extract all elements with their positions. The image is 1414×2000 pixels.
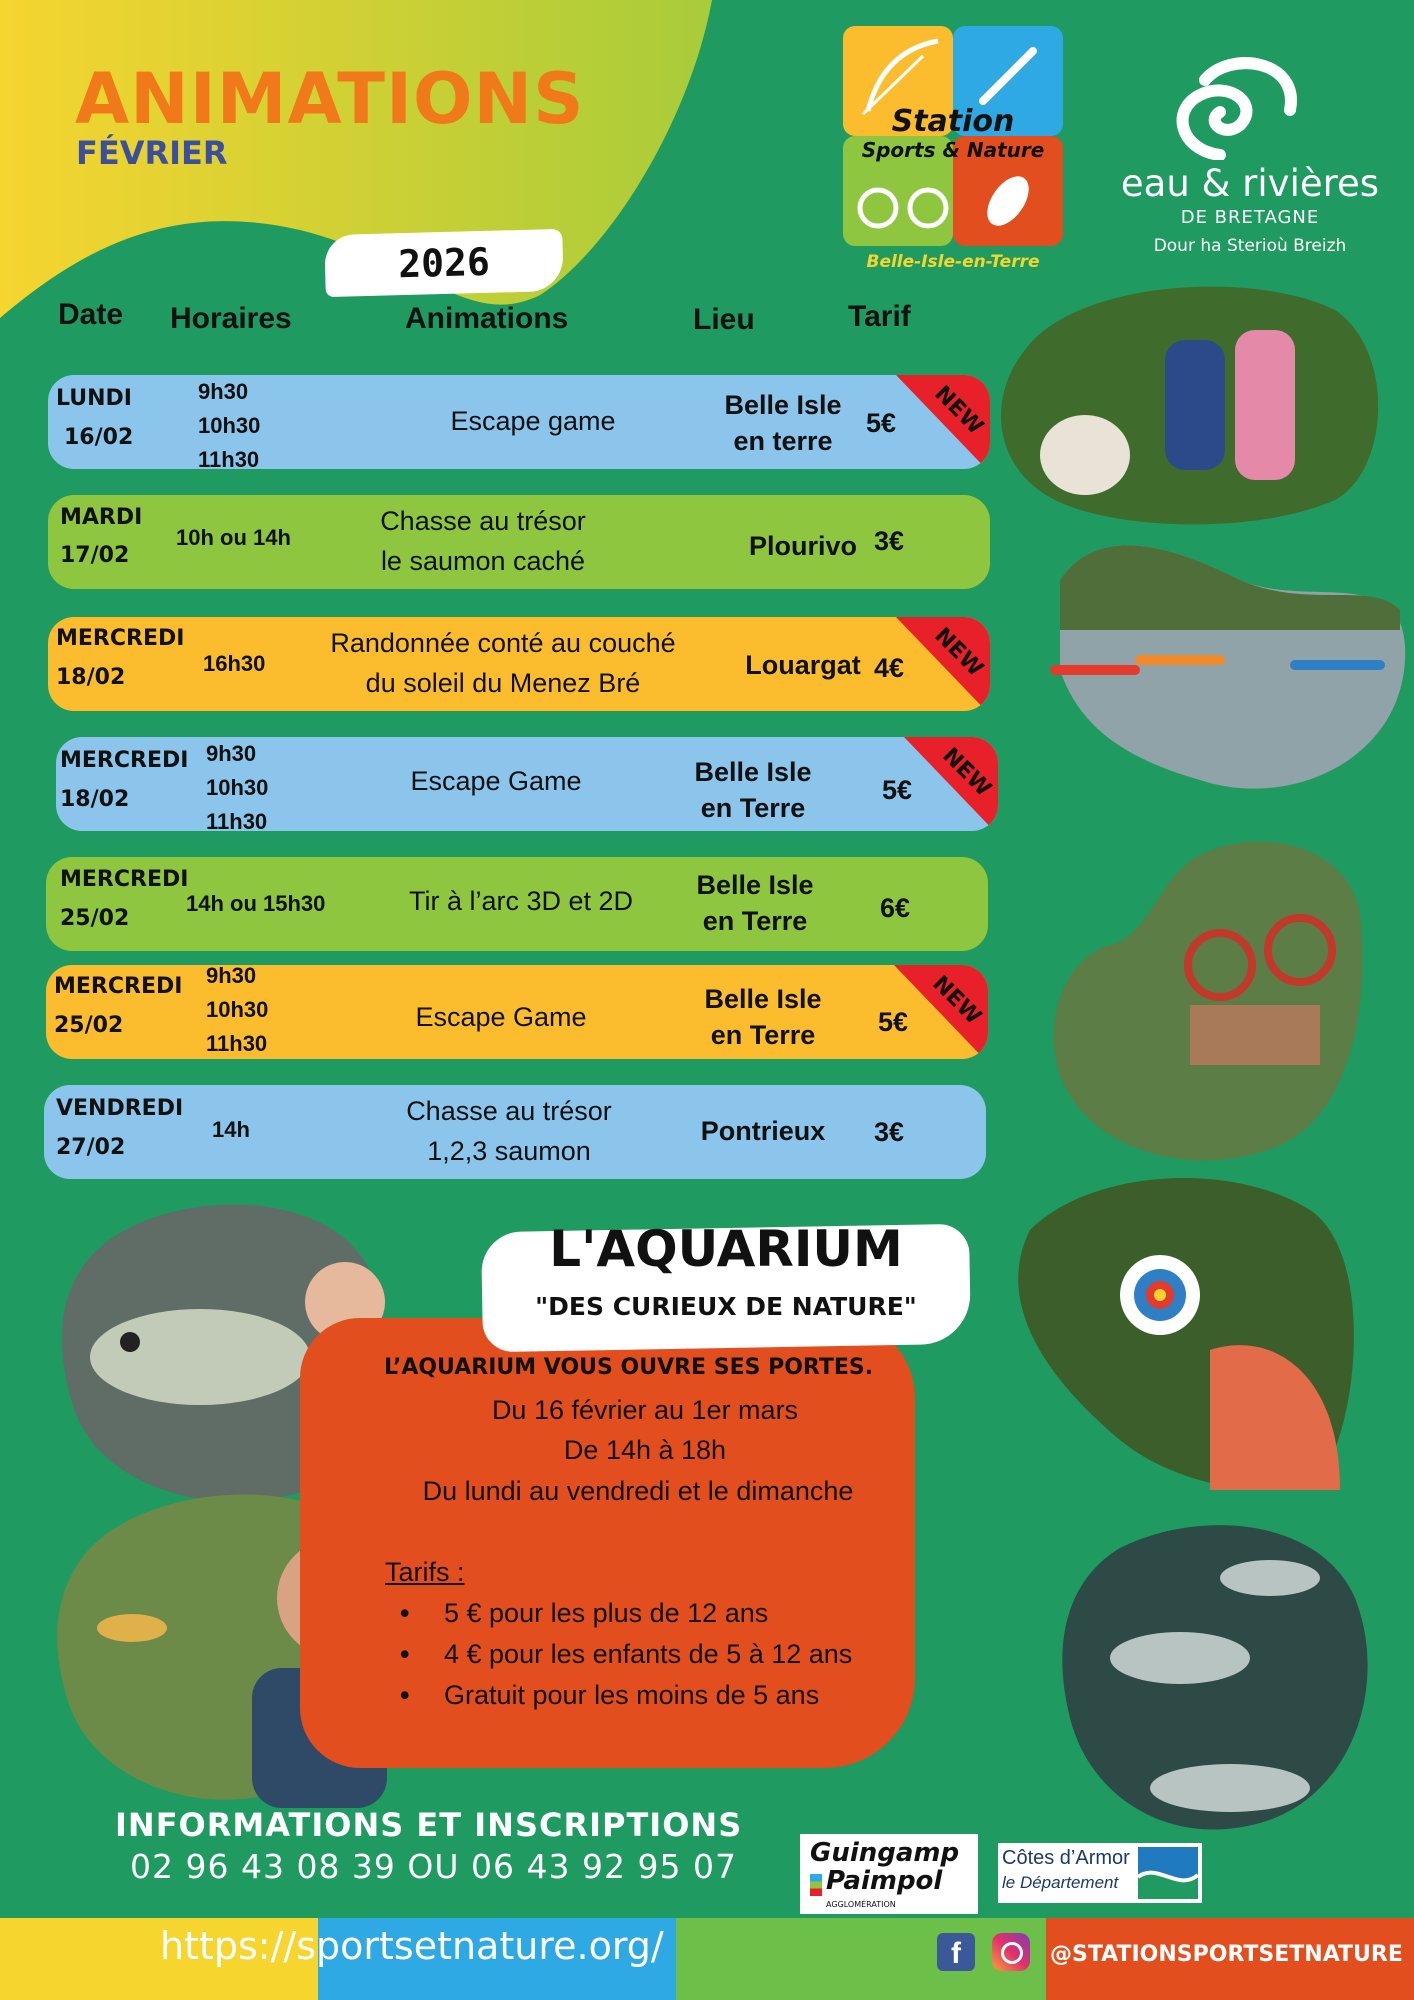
photo-fish-tank [1060,1518,1375,1833]
station-logo-place: Belle-Isle-en-Terre [866,252,1040,272]
facebook-icon[interactable]: f [937,1933,975,1971]
row-date: 16/02 [64,425,134,450]
table-row [44,1085,986,1179]
ca-logo-line1: Côtes d’Armor [1002,1847,1130,1869]
row-date: 18/02 [56,665,126,690]
row-day: MERCREDI [56,626,185,651]
row-place: Belle Isle [696,870,814,900]
row-hour: 11h30 [206,809,268,831]
partner-logo-line3: Dour ha Sterioù Breizh [1153,236,1347,256]
table-row [46,965,988,1059]
row-price: 6€ [880,893,911,923]
row-date: 27/02 [56,1135,126,1160]
row-day: MARDI [60,505,143,530]
row-animation: Escape Game [415,1002,587,1032]
row-day: LUNDI [56,386,132,411]
row-hour: 9h30 [206,965,257,988]
column-header-date: Date [58,298,124,331]
page-title: ANIMATIONS [75,58,585,140]
row-day: MERCREDI [60,748,189,773]
contact-phones: 02 96 43 08 39 OU 06 43 92 95 07 [130,1847,737,1886]
row-animation: Escape Game [410,766,582,796]
aquarium-title: L'AQUARIUM [549,1220,903,1278]
station-logo [843,26,1063,272]
tarif-item: 4 € pour les enfants de 5 à 12 ans [444,1639,853,1669]
new-badge-label: NEW [929,381,988,440]
partner-logo [1110,50,1390,260]
row-place: en Terre [702,906,808,936]
instagram-icon[interactable] [992,1933,1030,1971]
aquarium-dates: Du 16 février au 1er mars [491,1395,799,1425]
row-price: 5€ [866,408,897,438]
row-price: 5€ [882,775,913,805]
table-row [48,617,990,711]
row-date: 18/02 [60,787,130,812]
column-header-price: Tarif [848,300,911,333]
partner-logo-line2: DE BRETAGNE [1180,207,1320,228]
contact-heading: INFORMATIONS ET INSCRIPTIONS [115,1806,743,1844]
list-item: • 5 € pour les plus de 12 ans [400,1598,769,1628]
row-day: VENDREDI [56,1096,184,1121]
table-row [56,737,998,831]
year-label: 2026 [397,239,491,287]
row-animation: Chasse au trésor [380,506,586,536]
new-badge-label: NEW [937,743,996,802]
photo-archery [1010,1170,1370,1495]
website-link[interactable]: https://sportsetnature.org/ [160,1924,664,1968]
row-price: 5€ [878,1007,909,1037]
photo-children-dog [995,280,1390,530]
row-day: MERCREDI [54,974,183,999]
new-badge-label: NEW [929,623,988,682]
row-place: Belle Isle [694,757,812,787]
row-hour: 14h [212,1117,250,1142]
row-animation: Tir à l’arc 3D et 2D [408,886,634,916]
new-badge-label: NEW [927,971,986,1030]
row-hour: 16h30 [203,651,266,676]
row-place: en terre [733,426,833,456]
row-animation: 1,2,3 saumon [427,1136,591,1166]
row-price: 3€ [874,1117,905,1147]
table-row [48,495,990,589]
row-place: Pontrieux [700,1116,826,1146]
list-item: • 4 € pour les enfants de 5 à 12 ans [400,1639,853,1669]
partner-logo-line1: eau & rivières [1120,162,1380,205]
wave-icon [1110,50,1390,160]
row-price: 3€ [874,526,905,556]
row-day: MERCREDI [60,867,189,892]
row-hour: 9h30 [198,379,249,404]
row-hour: 14h ou 15h30 [186,891,326,916]
new-badge [896,617,990,711]
row-place: en Terre [710,1020,816,1050]
row-animation: du soleil du Menez Bré [365,668,641,698]
row-place: Louargat [745,650,861,680]
row-date: 25/02 [54,1013,124,1038]
page-subtitle: FÉVRIER [76,134,228,172]
row-place: Plourivo [748,531,857,561]
photo-bike [1050,835,1370,1165]
row-hour: 9h30 [206,741,257,766]
aquarium-hours: De 14h à 18h [563,1435,727,1465]
row-hour: 10h30 [206,775,269,800]
new-badge [904,737,998,831]
row-price: 4€ [874,653,905,683]
column-header-animations: Animations [405,302,569,335]
photo-kayaks [1040,520,1410,810]
row-animation: Escape game [450,406,616,436]
ca-logo-line2: le Département [1002,1873,1119,1892]
guingamp-paimpol-logo [800,1834,978,1914]
column-header-place: Lieu [693,303,755,336]
row-place: Belle Isle [724,390,842,420]
cotes-armor-emblem-icon [1138,1847,1198,1899]
gp-logo-bars [810,1874,822,1896]
aquarium-headline: L’AQUARIUM VOUS OUVRE SES PORTES. [384,1355,874,1380]
cotes-armor-logo [998,1843,1202,1903]
station-logo-line1: Station [891,104,1015,139]
aquarium-subtitle: "DES CURIEUX DE NATURE" [535,1292,917,1321]
aquarium-tarifs-label: Tarifs : [385,1557,465,1587]
row-place: en Terre [700,793,806,823]
row-date: 17/02 [60,543,130,568]
row-animation: Chasse au trésor [406,1096,612,1126]
row-place: Belle Isle [704,984,822,1014]
tarif-item: 5 € pour les plus de 12 ans [444,1598,769,1628]
tarif-item: Gratuit pour les moins de 5 ans [444,1680,820,1710]
table-row [48,375,990,469]
new-badge [894,965,988,1059]
row-date: 25/02 [60,906,130,931]
gp-logo-line2: Paimpol [826,1866,943,1896]
table-row [46,857,988,951]
row-hour: 11h30 [198,447,260,469]
station-logo-line2: Sports & Nature [861,138,1045,162]
row-hour: 10h30 [198,413,261,438]
gp-logo-line1: Guingamp [810,1838,960,1868]
row-hour: 10h30 [206,997,269,1022]
year-banner [324,229,564,297]
row-hour: 11h30 [206,1031,268,1056]
footer-band-green [676,1918,1046,2000]
social-handle[interactable]: @STATIONSPORTSETNATURE [1050,1942,1403,1967]
row-animation: Randonnée conté au couché [330,628,676,658]
new-badge [896,375,990,469]
aquarium-days: Du lundi au vendredi et le dimanche [422,1476,854,1506]
row-hour: 10h ou 14h [176,525,291,550]
row-animation: le saumon caché [380,546,586,576]
gp-logo-line3: AGGLOMÉRATION [826,1900,896,1909]
column-header-hours: Horaires [170,302,292,335]
list-item: • Gratuit pour les moins de 5 ans [400,1680,820,1710]
